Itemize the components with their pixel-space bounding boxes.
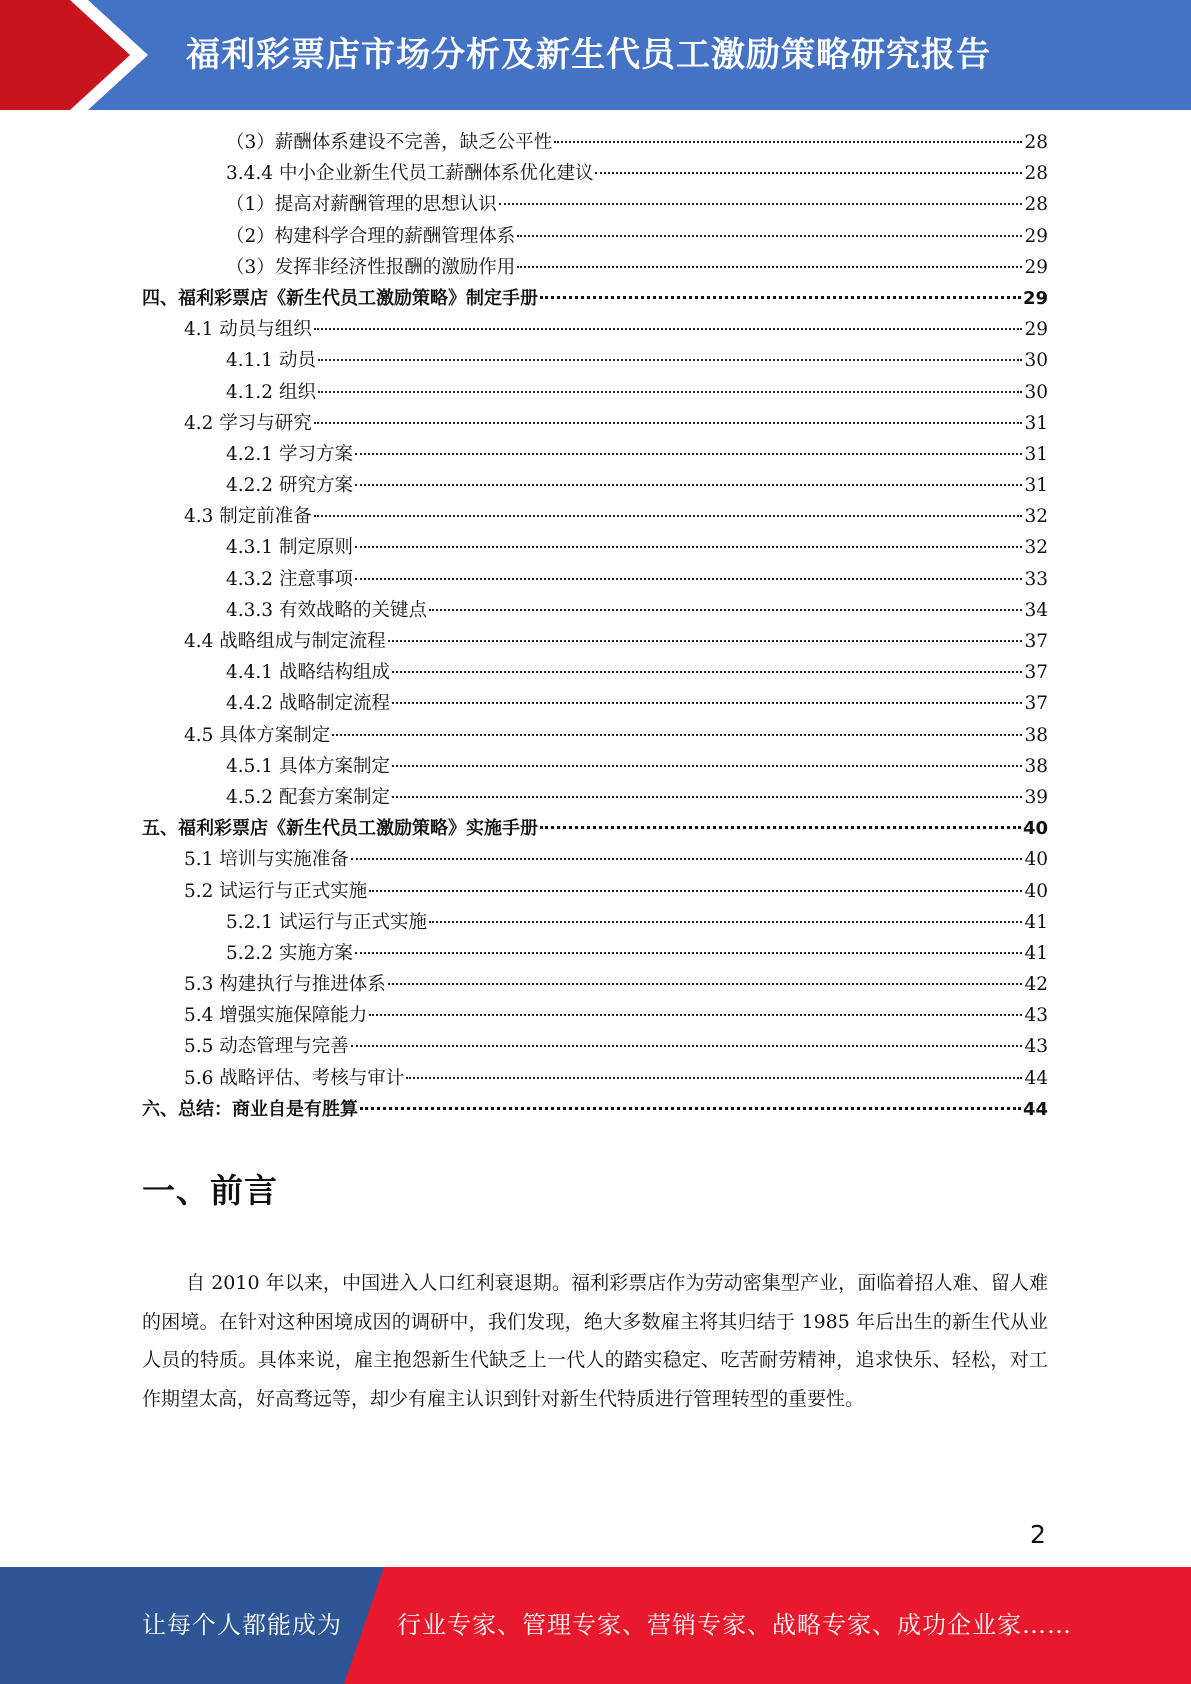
toc-entry[interactable] bbox=[142, 408, 1048, 439]
toc-leader-dots bbox=[314, 422, 1023, 424]
toc-entry-label: （2）构建科学合理的薪酬管理体系 bbox=[226, 225, 516, 247]
section-heading: 一、前言 bbox=[142, 1171, 278, 1210]
toc-entry[interactable] bbox=[142, 158, 1048, 189]
toc-leader-dots bbox=[392, 702, 1022, 704]
toc-entry-page: 37 bbox=[1024, 662, 1048, 684]
toc-entry-page: 44 bbox=[1022, 1098, 1048, 1120]
toc-entry-label: 4.2.1 学习方案 bbox=[226, 443, 353, 465]
toc-entry[interactable] bbox=[142, 1031, 1048, 1062]
toc-entry[interactable] bbox=[142, 345, 1048, 376]
toc-entry-page: 38 bbox=[1024, 755, 1048, 777]
toc-entry[interactable] bbox=[142, 907, 1048, 938]
toc-entry-page: 29 bbox=[1024, 256, 1048, 278]
toc-leader-dots bbox=[355, 952, 1023, 954]
toc-leader-dots bbox=[499, 203, 1023, 205]
toc-entry-label: 4.1 动员与组织 bbox=[184, 319, 312, 341]
toc-entry[interactable] bbox=[142, 314, 1048, 345]
section-paragraph: 自 2010 年以来，中国进入人口红利衰退期。福利彩票店作为劳动密集型产业，面临着招人难、留人难的困境。在针对这种困境成因的调研中，我们发现，绝大多数雇主将其归结于 1985 年后出生的新生代从业人员的特质。具体来说，雇主抱怨新生代缺乏上一代人的踏实稳定、吃苦耐劳精神，追求快乐、轻松，对工作期望太高，好高骛远等，却少有雇主认识到针对新生代特质进行管理转型的重要性。 bbox=[142, 1272, 1048, 1410]
toc-leader-dots bbox=[392, 671, 1022, 673]
toc-entry-label: 4.3.1 制定原则 bbox=[226, 537, 353, 559]
toc-leader-dots bbox=[314, 515, 1023, 517]
toc-entry[interactable] bbox=[142, 720, 1048, 751]
toc-entry[interactable] bbox=[142, 626, 1048, 657]
toc-entry-label: 4.4.1 战略结构组成 bbox=[226, 662, 390, 684]
toc-entry-label: 4.1.2 组织 bbox=[226, 381, 316, 403]
toc-entry-page: 43 bbox=[1024, 1005, 1048, 1027]
toc-entry[interactable] bbox=[142, 876, 1048, 907]
toc-entry-label: 5.1 培训与实施准备 bbox=[184, 849, 349, 871]
toc-entry-label: 4.5.1 具体方案制定 bbox=[226, 755, 390, 777]
toc-entry-page: 38 bbox=[1024, 724, 1048, 746]
toc-entry-label: 5.2 试运行与正式实施 bbox=[184, 880, 368, 902]
toc-entry[interactable] bbox=[142, 657, 1048, 688]
toc-leader-dots bbox=[388, 640, 1023, 642]
toc-entry-page: 37 bbox=[1024, 693, 1048, 715]
toc-leader-dots bbox=[355, 484, 1023, 486]
toc-leader-dots bbox=[318, 391, 1023, 393]
toc-entry[interactable] bbox=[142, 1094, 1048, 1125]
toc-entry-page: 31 bbox=[1024, 443, 1048, 465]
toc-entry-label: （3）发挥非经济性报酬的激励作用 bbox=[226, 256, 516, 278]
toc-entry-label: 4.4.2 战略制定流程 bbox=[226, 693, 390, 715]
toc-entry[interactable] bbox=[142, 221, 1048, 252]
toc-entry-label: 4.3.2 注意事项 bbox=[226, 568, 353, 590]
toc-entry[interactable] bbox=[142, 751, 1048, 782]
toc-leader-dots bbox=[517, 266, 1022, 268]
toc-entry-label: 5.5 动态管理与完善 bbox=[184, 1036, 349, 1058]
toc-leader-dots bbox=[351, 858, 1023, 860]
toc-entry-label: 4.3 制定前准备 bbox=[184, 506, 312, 528]
footer-slogan-right: 行业专家、管理专家、营销专家、战略专家、成功企业家…… bbox=[397, 1611, 1072, 1639]
toc-entry-page: 39 bbox=[1024, 786, 1048, 808]
toc-leader-dots bbox=[517, 235, 1022, 237]
toc-entry-page: 31 bbox=[1024, 412, 1048, 434]
toc-entry-label: 六、总结：商业自是有胜算 bbox=[142, 1098, 358, 1120]
toc-entry-label: 4.3.3 有效战略的关键点 bbox=[226, 599, 427, 621]
toc-entry-label: 5.4 增强实施保障能力 bbox=[184, 1005, 368, 1027]
toc-entry-page: 28 bbox=[1024, 132, 1048, 153]
footer-slogan-left: 让每个人都能成为 bbox=[142, 1611, 342, 1639]
toc-entry-page: 41 bbox=[1024, 942, 1048, 964]
toc-leader-dots bbox=[429, 609, 1022, 611]
table-of-contents bbox=[142, 127, 1048, 1125]
toc-entry[interactable] bbox=[142, 470, 1048, 501]
toc-entry-page: 28 bbox=[1024, 163, 1048, 185]
toc-leader-dots bbox=[554, 141, 1022, 143]
toc-entry[interactable] bbox=[142, 782, 1048, 813]
toc-leader-dots bbox=[540, 826, 1021, 829]
toc-leader-dots bbox=[360, 1107, 1021, 1110]
toc-entry-page: 40 bbox=[1024, 880, 1048, 902]
toc-leader-dots bbox=[355, 578, 1023, 580]
toc-entry[interactable] bbox=[142, 688, 1048, 719]
toc-entry-label: 5.6 战略评估、考核与审计 bbox=[184, 1067, 405, 1089]
toc-entry-label: 五、福利彩票店《新生代员工激励策略》实施手册 bbox=[142, 818, 538, 840]
toc-leader-dots bbox=[355, 453, 1023, 455]
footer-banner bbox=[0, 1567, 1191, 1684]
toc-entry-page: 41 bbox=[1024, 911, 1048, 933]
toc-entry[interactable] bbox=[142, 1063, 1048, 1094]
toc-entry[interactable] bbox=[142, 844, 1048, 875]
toc-leader-dots bbox=[392, 765, 1022, 767]
toc-entry-page: 40 bbox=[1024, 849, 1048, 871]
toc-entry-page: 32 bbox=[1024, 506, 1048, 528]
toc-entry[interactable] bbox=[142, 595, 1048, 626]
toc-leader-dots bbox=[369, 890, 1022, 892]
toc-leader-dots bbox=[332, 734, 1022, 736]
toc-entry-page: 42 bbox=[1024, 974, 1048, 996]
toc-entry[interactable] bbox=[142, 252, 1048, 283]
toc-entry[interactable] bbox=[142, 938, 1048, 969]
toc-entry-page: 33 bbox=[1024, 568, 1048, 590]
document-title: 福利彩票店市场分析及新生代员工激励策略研究报告 bbox=[186, 35, 991, 75]
toc-entry-page: 28 bbox=[1024, 194, 1048, 216]
toc-entry-page: 29 bbox=[1022, 287, 1048, 309]
toc-entry-label: 4.1.1 动员 bbox=[226, 350, 316, 372]
toc-entry[interactable] bbox=[142, 283, 1048, 314]
toc-entry[interactable] bbox=[142, 501, 1048, 532]
toc-entry-label: （3）薪酬体系建设不完善，缺乏公平性 bbox=[226, 132, 553, 153]
toc-entry-label: 5.2.1 试运行与正式实施 bbox=[226, 911, 427, 933]
toc-entry[interactable] bbox=[142, 1000, 1048, 1031]
toc-entry-label: 4.5 具体方案制定 bbox=[184, 724, 331, 746]
toc-entry[interactable] bbox=[142, 127, 1048, 158]
toc-entry-page: 44 bbox=[1024, 1067, 1048, 1089]
toc-entry-label: 4.5.2 配套方案制定 bbox=[226, 786, 390, 808]
toc-entry-label: 3.4.4 中小企业新生代员工薪酬体系优化建议 bbox=[226, 163, 594, 185]
toc-leader-dots bbox=[355, 546, 1023, 548]
toc-entry-label: 4.2 学习与研究 bbox=[184, 412, 312, 434]
toc-leader-dots bbox=[429, 921, 1022, 923]
toc-leader-dots bbox=[314, 328, 1023, 330]
toc-entry-page: 30 bbox=[1024, 381, 1048, 403]
toc-entry-label: 5.2.2 实施方案 bbox=[226, 942, 353, 964]
toc-entry[interactable] bbox=[142, 813, 1048, 844]
toc-entry[interactable] bbox=[142, 564, 1048, 595]
toc-leader-dots bbox=[595, 172, 1022, 174]
header-banner bbox=[0, 0, 1191, 110]
toc-entry-page: 30 bbox=[1024, 350, 1048, 372]
toc-leader-dots bbox=[369, 1014, 1022, 1016]
toc-entry-page: 32 bbox=[1024, 537, 1048, 559]
toc-entry-page: 29 bbox=[1024, 319, 1048, 341]
toc-entry-label: 4.4 战略组成与制定流程 bbox=[184, 631, 386, 652]
toc-leader-dots bbox=[318, 359, 1023, 361]
toc-entry-page: 37 bbox=[1024, 631, 1048, 652]
toc-leader-dots bbox=[351, 1045, 1023, 1047]
toc-leader-dots bbox=[392, 796, 1022, 798]
toc-entry[interactable] bbox=[142, 189, 1048, 220]
toc-leader-dots bbox=[540, 296, 1021, 299]
page-number: 2 bbox=[1030, 1520, 1046, 1549]
toc-leader-dots bbox=[406, 1077, 1022, 1079]
toc-entry[interactable] bbox=[142, 969, 1048, 1000]
toc-entry[interactable] bbox=[142, 377, 1048, 408]
toc-entry-label: 4.2.2 研究方案 bbox=[226, 475, 353, 497]
toc-entry-page: 43 bbox=[1024, 1036, 1048, 1058]
toc-entry-label: 5.3 构建执行与推进体系 bbox=[184, 974, 386, 996]
toc-entry-label: （1）提高对薪酬管理的思想认识 bbox=[226, 194, 497, 216]
toc-entry-page: 31 bbox=[1024, 475, 1048, 497]
toc-entry-label: 四、福利彩票店《新生代员工激励策略》制定手册 bbox=[142, 287, 538, 309]
toc-leader-dots bbox=[388, 983, 1023, 985]
toc-entry[interactable] bbox=[142, 439, 1048, 470]
toc-entry[interactable] bbox=[142, 532, 1048, 563]
toc-entry-page: 29 bbox=[1024, 225, 1048, 247]
toc-entry-page: 34 bbox=[1024, 599, 1048, 621]
toc-entry-page: 40 bbox=[1022, 818, 1048, 840]
